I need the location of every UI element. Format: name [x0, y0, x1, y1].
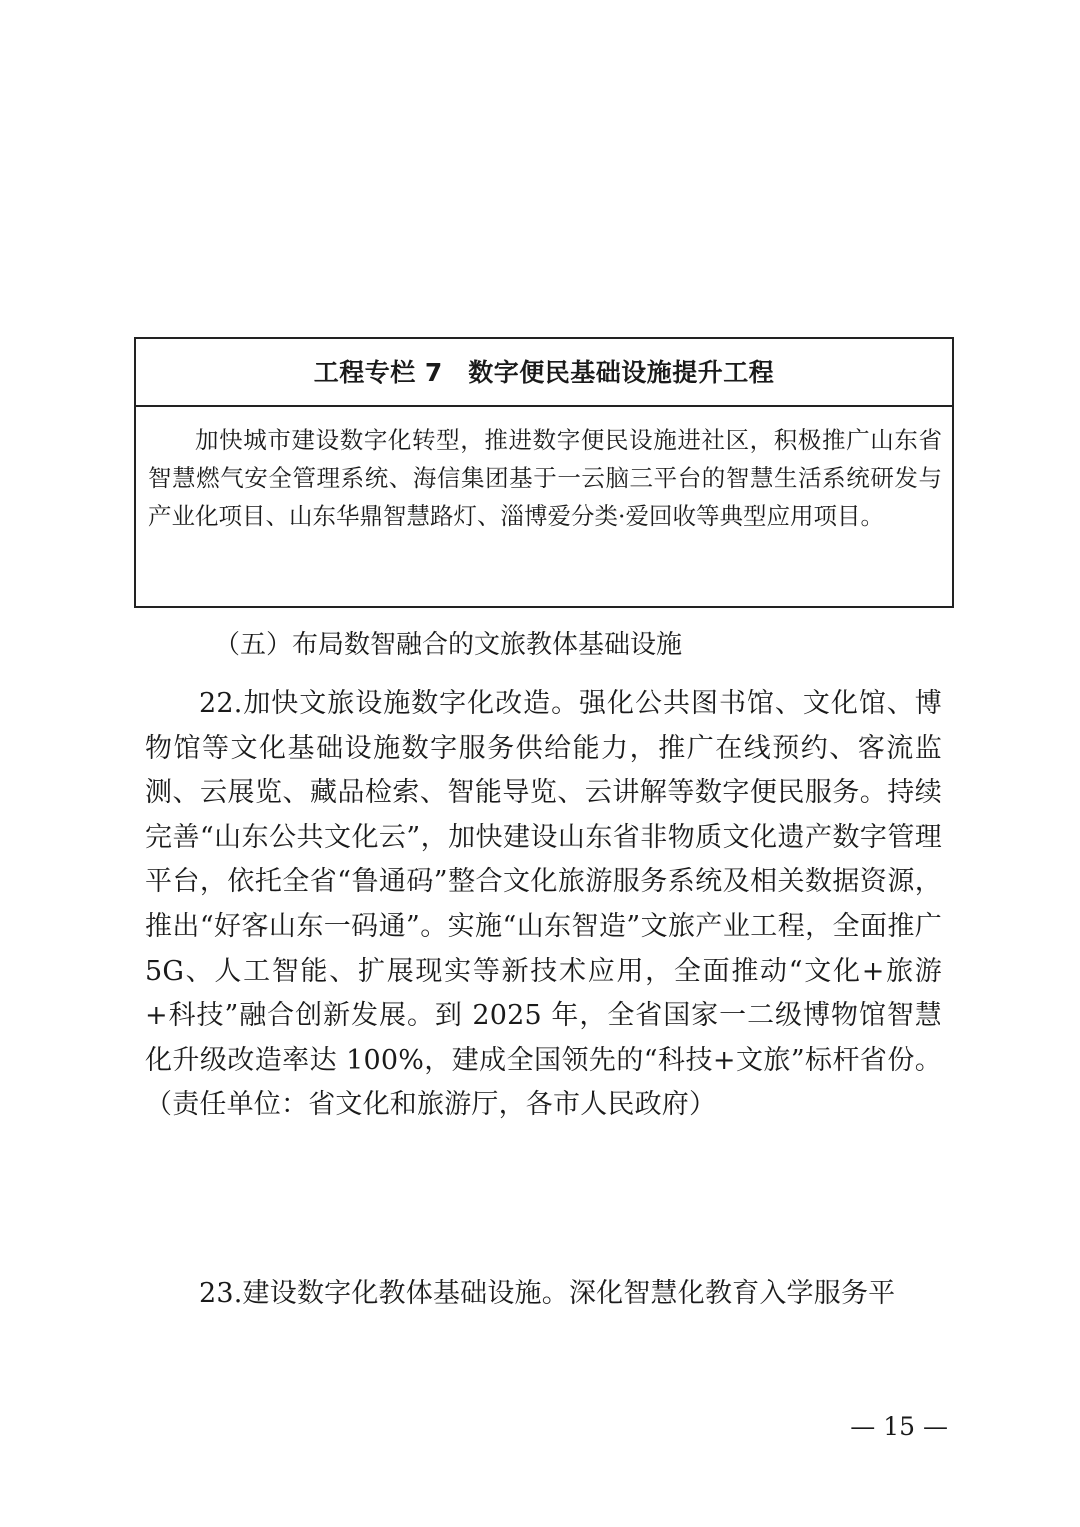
project-box — [134, 337, 954, 608]
project-box-title: 工程专栏 7 数字便民基础设施提升工程 — [136, 339, 952, 407]
page-number: — 15 — — [850, 1412, 948, 1441]
paragraph-23: 23.建设数字化教体基础设施。深化智慧化教育入学服务平 — [199, 1278, 896, 1309]
project-box-body: 加快城市建设数字化转型，推进数字便民设施进社区，积极推广山东省智慧燃气安全管理系统、海信集团基于一云脑三平台的智慧生活系统研发与产业化项目、山东华鼎智慧路灯、淄博爱分类·爱回收等典型应用项目。 — [148, 426, 942, 530]
paragraph-22: 22.加快文旅设施数字化改造。强化公共图书馆、文化馆、博物馆等文化基础设施数字服务供给能力，推广在线预约、客流监测、云展览、藏品检索、智能导览、云讲解等数字便民服务。持续完善“山东公共文化云”，加快建设山东省非物质文化遗产数字管理平台，依托全省“鲁通码”整合文化旅游服务系统及相关数据资源，推出“好客山东一码通”。实施“山东智造”文旅产业工程，全面推广 5G、人工智能、扩展现实等新技术应用，全面推动“文化+旅游+科技”融合创新发展。到 2025 年，全省国家一二级博物馆智慧化升级改造率达 100%，建成全国领先的“科技+文旅”标杆省份。（责任单位：省文化和旅游厅，各市人民政府） — [145, 688, 942, 1121]
section-heading: （五）布局数智融合的文旅教体基础设施 — [214, 630, 683, 660]
